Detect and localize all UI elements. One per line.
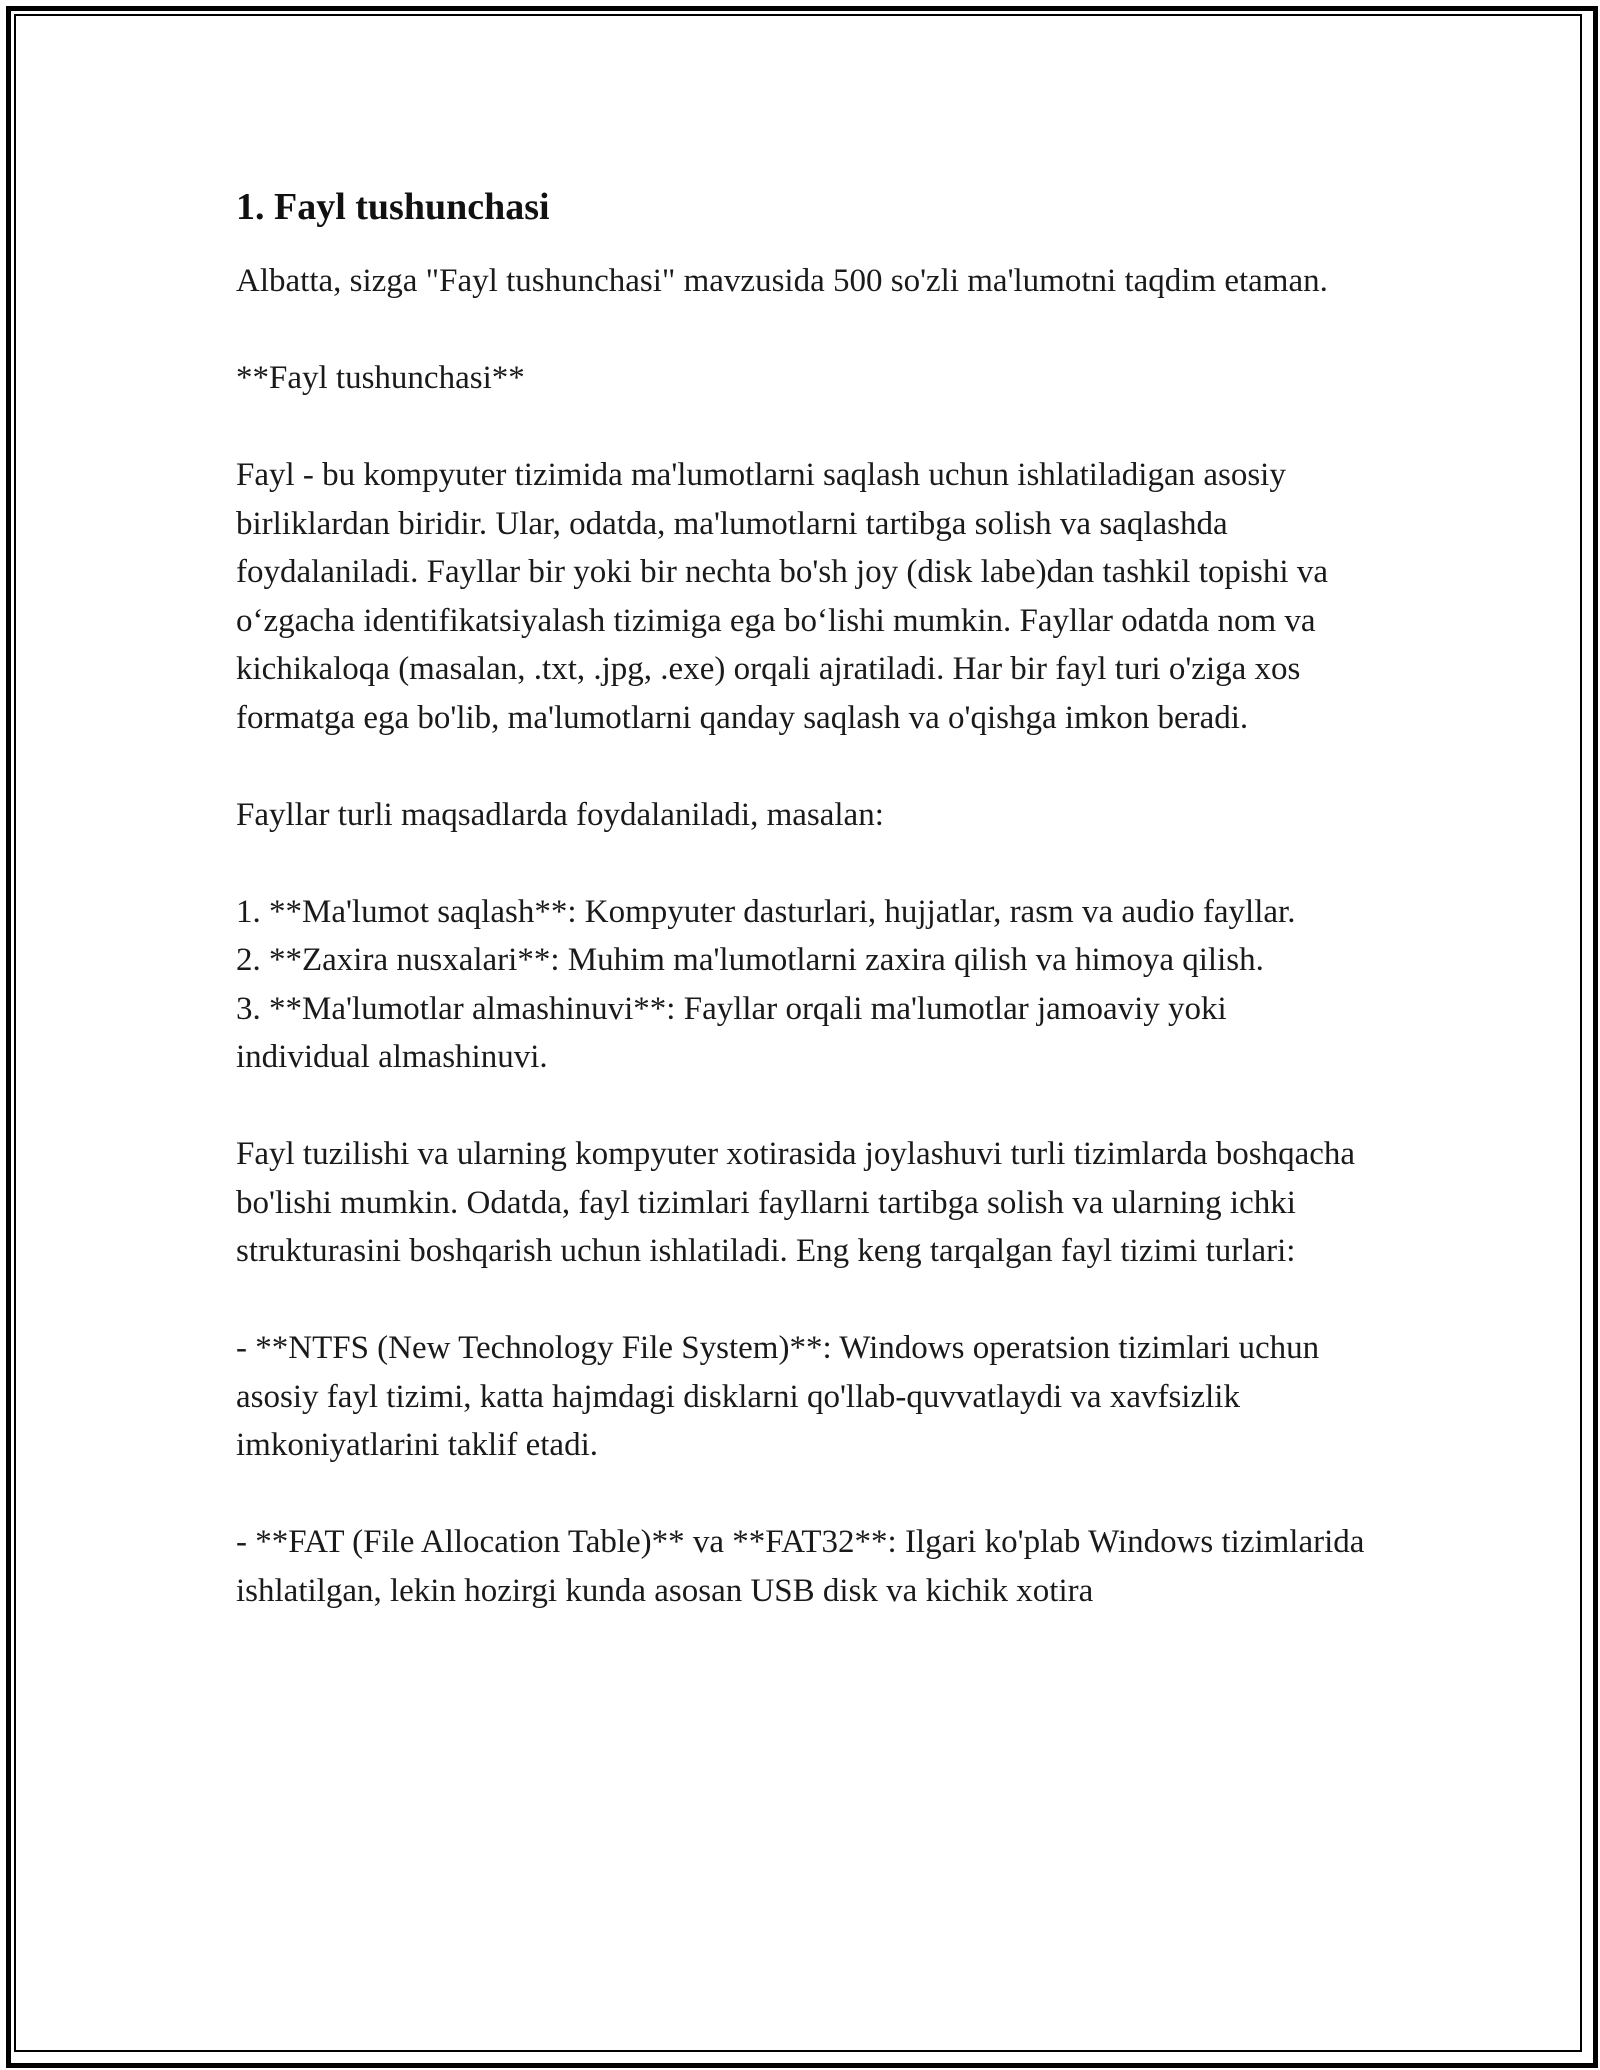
usage-intro-paragraph: Fayllar turli maqsadlarda foydalaniladi, masalan: — [236, 796, 884, 833]
fat-paragraph: - **FAT (File Allocation Table)** va **FAT32**: Ilgari ko'plab Windows tizimlarida ishlatilgan, lekin hozirgi kunda asosan USB disk va kichik xotira — [236, 1524, 1365, 1609]
subheading-text: **Fayl tushunchasi** — [236, 360, 525, 396]
list-item: 2. **Zaxira nusxalari**: Muhim ma'lumotlarni zaxira qilish va himoya qilish. — [236, 942, 1264, 978]
intro-paragraph: Albatta, sizga "Fayl tushunchasi" mavzusida 500 so'zli ma'lumotni taqdim etaman. — [236, 263, 1328, 299]
document-body — [236, 185, 1366, 1615]
ntfs-paragraph: - **NTFS (New Technology File System)**: Windows operatsion tizimlari uchun asosiy fayl tizimi, katta hajmdagi disklarni qo'llab-quvvatlaydi va xavfsizlik imkoniyatlarini taklif etadi. — [236, 1330, 1320, 1463]
list-item: 3. **Ma'lumotlar almashinuvi**: Fayllar orqali ma'lumotlar jamoaviy yoki individual almashinuvi. — [236, 990, 1227, 1075]
file-systems-paragraph: Fayl tuzilishi va ularning kompyuter xotirasida joylashuvi turli tizimlarda boshqacha bo'lishi mumkin. Odatda, fayl tizimlari fayllarni tartibga solish va ularning ichki strukturasini boshqarish uchun ishlatiladi. Eng keng tarqalgan fayl tizimi turlari: — [236, 1136, 1356, 1269]
definition-paragraph: Fayl - bu kompyuter tizimida ma'lumotlarni saqlash uchun ishlatiladigan asosiy birliklardan biridir. Ular, odatda, ma'lumotlarni tartibga solish va saqlashda foydalaniladi. Fayllar bir yoki bir nechta bo'sh joy (disk labe)dan tashkil topishi va o‘zgacha identifikatsiyalash tizimiga ega bo‘lishi mumkin. Fayllar odatda nom va kichikaloqa (masalan, .txt, .jpg, .exe) orqali ajratiladi. Har bir fayl turi o'ziga xos formatga ega bo'lib, ma'lumotlarni qanday saqlash va o'qishga imkon beradi. — [236, 457, 1328, 736]
usage-list — [236, 888, 1366, 1082]
section-heading: 1. Fayl tushunchasi — [236, 186, 550, 228]
list-item: 1. **Ma'lumot saqlash**: Kompyuter dasturlari, hujjatlar, rasm va audio fayllar. — [236, 893, 1296, 930]
